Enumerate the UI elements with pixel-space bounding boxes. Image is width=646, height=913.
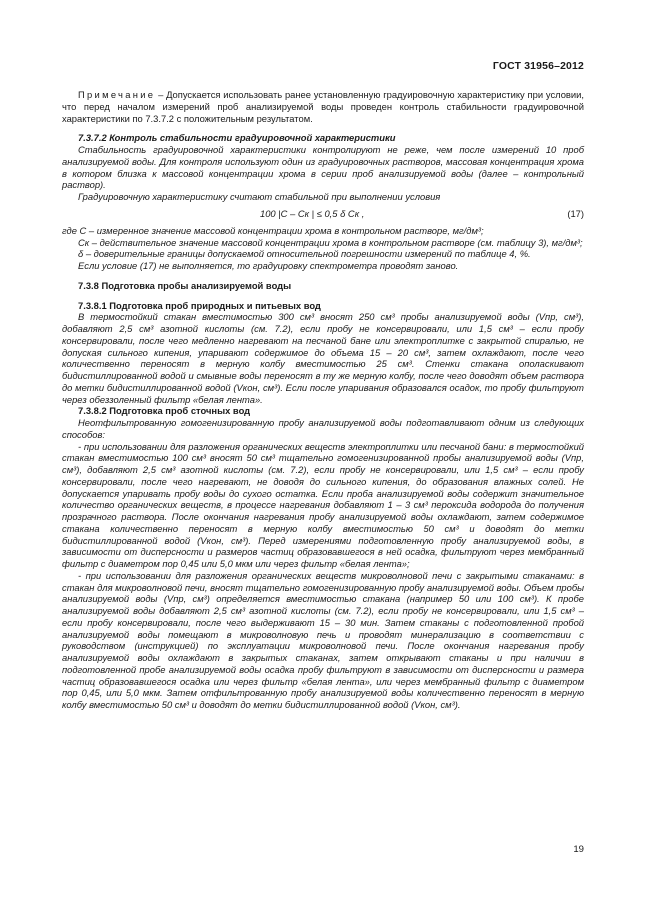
where-c: где C – измеренное значение массовой концентрации хрома в контрольном растворе, мг/дм³;	[62, 224, 484, 236]
para-7382-2: - при использовании для разложения органических веществ электроплитки или песчаной бани: в термостойкий стакан вместимостью 100 см³ вносят 50 см³ тщательно гомогенизированной пробы анализируемой воды (Vпр, см³), добавляют 2,5 см³ азотной кислоты (см. 7.2), если пробу не консервировали, или 1,5 см³ – если пробу консервировали, после чего нагревают, не доводя до сильного кипения, до образования влажных солей. Не допускается упаривать пробу воды до сухого остатка. Если проба анализируемой воды содержит значительное количество органических веществ, в процессе нагревания добавляют 1 – 3 см³ пероксида водорода до получения прозрачного раствора. После окончания нагревания пробу анализируемой воды охлаждают, затем содержимое стакана количественно переносят в мерную колбу вместимостью 50 см³ и доводят до метки бидистиллированной водой (Vкон, см³). Перед измерениями подготовленную пробу анализируемой воды, в зависимости от дисперсности и размеров частиц образовавшегося в ней осадка, фильтруют через мембранный фильтр с диаметром пор 0,45 или 5,0 мкм или через фильтр «белая лента»;	[62, 440, 584, 569]
note-label: Примечание	[78, 89, 156, 100]
para-7372-2: Градуировочную характеристику считают стабильной при выполнении условия	[78, 191, 441, 202]
heading-738: 7.3.8 Подготовка пробы анализируемой воды	[78, 279, 292, 291]
para-7381-1: В термостойкий стакан вместимостью 300 см³ вносят 250 см³ пробы анализируемой воды (Vпр, см³), добавляют 2,5 см³ азотной кислоты (см. 7.2), если пробу не консервировали, или 1,5 см³ – если пробу консервировали, после чего медленно нагревают на песчаной бане или электроплитке с закрытой спиралью, не допуская сильного кипения, упаривают содержимое до объема 15 – 20 см³, затем охлаждают, после чего количественно переносят в мерную колбу вместимостью 25 см³. Стенки стакана ополаскивают бидистиллированной водой и смывные воды переносят в ту же мерную колбу, после чего доводят объем раствора до метки бидистиллированной водой (Vкон, см³). Если после упаривания образовался осадок, то пробу фильтруют через обеззоленный фильтр «белая лента».	[62, 311, 584, 405]
where-delta: δ – доверительные границы допускаемой относительной погрешности измерений по таблице 4, %.	[78, 248, 531, 260]
heading-7381: 7.3.8.1 Подготовка проб природных и питьевых вод	[78, 299, 321, 311]
heading-7382: 7.3.8.2 Подготовка проб сточных вод	[78, 405, 251, 417]
para-7372-3: Если условие (17) не выполняется, то градуировку спектрометра проводят заново.	[78, 260, 459, 271]
page-body	[62, 89, 584, 711]
para-7382-3: - при использовании для разложения органических веществ микроволновой печи с закрытыми стаканами: в стакан для микроволновой печи, вносят тщательно гомогенизированную пробу анализируемой воды. Объем пробы анализируемой воды (Vпр, см³) определяется вместимостью стакана (например 50 или 100 см³). К пробе анализируемой воды добавляют 2,5 см³ азотной кислоты (см. 7.2), если пробу не консервировали, или 1,5 см³ – если пробу консервировали, после чего выдерживают 15 – 30 мин. Затем стаканы с подготовленной пробой анализируемой воды помещают в микроволновую печь и проводят минерализацию в соответствии с руководством (инструкцией) по эксплуатации микроволновой печи. После окончания нагревания пробу анализируемой воды охлаждают в закрытых стаканах, затем открывают стаканы и при наличии в подготовленной пробе анализируемой воды осадка пробу фильтруют в зависимости от дисперсности и размера частиц образовавшегося осадка или через фильтр «белая лента», или через мембранный фильтр с диаметром пор 0,45, или 5,0 мкм. Затем отфильтрованную пробу анализируемой воды количественно переносят в мерную колбу вместимостью 50 см³ и доводят до метки бидистиллированной водой (Vкон, см³).	[62, 569, 584, 710]
para-7382-1: Неотфильтрованную гомогенизированную пробу анализируемой воды подготавливают одним из следующих способов:	[62, 417, 584, 440]
formula-number: (17)	[567, 207, 584, 219]
heading-7372: 7.3.7.2 Контроль стабильности градуировочной характеристики	[78, 132, 396, 144]
para-7372-1: Стабильность градуировочной характеристики контролируют не реже, чем после измерений 10 проб анализируемой воды. Для контроля используют один из градуировочных растворов, массовая концентрация хрома в котором близка к массовой концентрации хрома в серии проб анализируемой воды (далее – контрольный раствор).	[62, 144, 584, 191]
note-text: – Допускается использовать ранее установленную градуировочную характеристику при условии, что перед началом измерений проб анализируемой воды проведен контроль стабильности градуировочной характеристики по 7.3.7.2 с положительным результатом.	[62, 89, 584, 124]
where-ck: Cк – действительное значение массовой концентрации хрома в контрольном растворе (см. таблицу 3), мг/дм³;	[78, 236, 583, 248]
formula-17	[62, 203, 584, 225]
document-code: ГОСТ 31956–2012	[492, 61, 584, 72]
formula-text: 100 |C – Cк | ≤ 0,5 δ Cк ,	[260, 207, 365, 219]
note-paragraph	[62, 89, 584, 124]
page-number: 19	[573, 844, 584, 855]
